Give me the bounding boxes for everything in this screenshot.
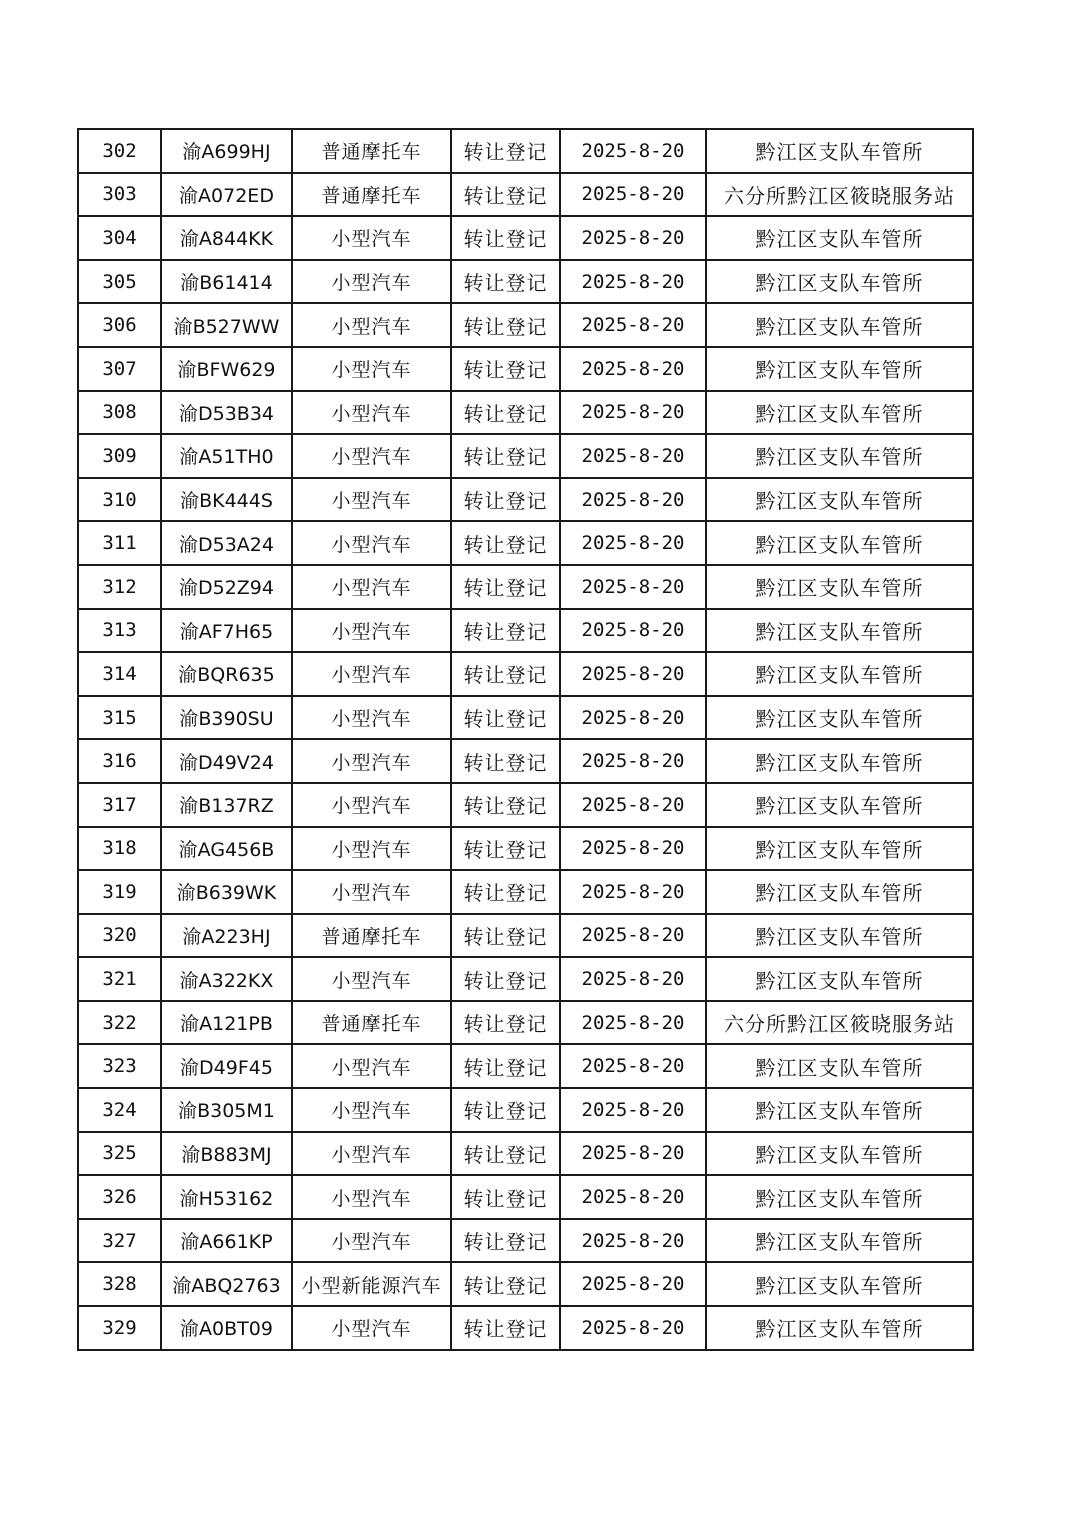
table-row xyxy=(78,478,973,522)
table-row xyxy=(78,391,973,435)
vehicle-type-cell: 小型汽车 xyxy=(292,434,451,478)
transaction-date-cell: 2025-8-20 xyxy=(560,609,706,653)
business-type-cell: 转让登记 xyxy=(451,1262,560,1306)
row-number-cell: 315 xyxy=(78,696,161,740)
table-row xyxy=(78,609,973,653)
plate-number-cell: 渝D49V24 xyxy=(161,739,292,783)
plate-number-cell: 渝A699HJ xyxy=(161,129,292,173)
transaction-date-cell: 2025-8-20 xyxy=(560,1088,706,1132)
transaction-date-cell: 2025-8-20 xyxy=(560,870,706,914)
transaction-date-cell: 2025-8-20 xyxy=(560,1175,706,1219)
vehicle-type-cell: 普通摩托车 xyxy=(292,914,451,958)
transaction-date-cell: 2025-8-20 xyxy=(560,521,706,565)
vehicle-type-cell: 小型汽车 xyxy=(292,609,451,653)
plate-number-cell: 渝D49F45 xyxy=(161,1044,292,1088)
business-type-cell: 转让登记 xyxy=(451,652,560,696)
plate-number-cell: 渝B61414 xyxy=(161,260,292,304)
table-row xyxy=(78,1001,973,1045)
office-name-cell: 六分所黔江区筱晓服务站 xyxy=(706,173,973,217)
vehicle-type-cell: 小型汽车 xyxy=(292,565,451,609)
plate-number-cell: 渝BK444S xyxy=(161,478,292,522)
business-type-cell: 转让登记 xyxy=(451,957,560,1001)
business-type-cell: 转让登记 xyxy=(451,1306,560,1350)
transaction-date-cell: 2025-8-20 xyxy=(560,914,706,958)
office-name-cell: 黔江区支队车管所 xyxy=(706,1132,973,1176)
plate-number-cell: 渝B527WW xyxy=(161,303,292,347)
vehicle-type-cell: 小型新能源汽车 xyxy=(292,1262,451,1306)
office-name-cell: 黔江区支队车管所 xyxy=(706,1044,973,1088)
plate-number-cell: 渝AF7H65 xyxy=(161,609,292,653)
table-row xyxy=(78,1044,973,1088)
transaction-date-cell: 2025-8-20 xyxy=(560,565,706,609)
vehicle-type-cell: 小型汽车 xyxy=(292,1044,451,1088)
transaction-date-cell: 2025-8-20 xyxy=(560,1132,706,1176)
plate-number-cell: 渝BFW629 xyxy=(161,347,292,391)
table-row xyxy=(78,739,973,783)
business-type-cell: 转让登记 xyxy=(451,391,560,435)
row-number-cell: 326 xyxy=(78,1175,161,1219)
office-name-cell: 黔江区支队车管所 xyxy=(706,391,973,435)
transaction-date-cell: 2025-8-20 xyxy=(560,1001,706,1045)
transaction-date-cell: 2025-8-20 xyxy=(560,1219,706,1263)
row-number-cell: 318 xyxy=(78,827,161,871)
business-type-cell: 转让登记 xyxy=(451,521,560,565)
office-name-cell: 黔江区支队车管所 xyxy=(706,957,973,1001)
table-row xyxy=(78,303,973,347)
office-name-cell: 黔江区支队车管所 xyxy=(706,303,973,347)
row-number-cell: 309 xyxy=(78,434,161,478)
office-name-cell: 黔江区支队车管所 xyxy=(706,609,973,653)
row-number-cell: 324 xyxy=(78,1088,161,1132)
plate-number-cell: 渝D53B34 xyxy=(161,391,292,435)
table-row xyxy=(78,521,973,565)
vehicle-type-cell: 小型汽车 xyxy=(292,391,451,435)
vehicle-type-cell: 小型汽车 xyxy=(292,1219,451,1263)
business-type-cell: 转让登记 xyxy=(451,173,560,217)
office-name-cell: 黔江区支队车管所 xyxy=(706,260,973,304)
vehicle-type-cell: 小型汽车 xyxy=(292,1306,451,1350)
table-row xyxy=(78,783,973,827)
vehicle-type-cell: 小型汽车 xyxy=(292,739,451,783)
office-name-cell: 黔江区支队车管所 xyxy=(706,347,973,391)
vehicle-type-cell: 小型汽车 xyxy=(292,260,451,304)
row-number-cell: 308 xyxy=(78,391,161,435)
office-name-cell: 黔江区支队车管所 xyxy=(706,1175,973,1219)
transaction-date-cell: 2025-8-20 xyxy=(560,434,706,478)
plate-number-cell: 渝B390SU xyxy=(161,696,292,740)
vehicle-type-cell: 小型汽车 xyxy=(292,478,451,522)
plate-number-cell: 渝B305M1 xyxy=(161,1088,292,1132)
table-body xyxy=(78,129,973,1350)
row-number-cell: 321 xyxy=(78,957,161,1001)
plate-number-cell: 渝H53162 xyxy=(161,1175,292,1219)
plate-number-cell: 渝A121PB xyxy=(161,1001,292,1045)
plate-number-cell: 渝B883MJ xyxy=(161,1132,292,1176)
office-name-cell: 黔江区支队车管所 xyxy=(706,914,973,958)
row-number-cell: 314 xyxy=(78,652,161,696)
transaction-date-cell: 2025-8-20 xyxy=(560,478,706,522)
row-number-cell: 304 xyxy=(78,216,161,260)
business-type-cell: 转让登记 xyxy=(451,609,560,653)
transaction-date-cell: 2025-8-20 xyxy=(560,173,706,217)
row-number-cell: 327 xyxy=(78,1219,161,1263)
table-row xyxy=(78,1219,973,1263)
vehicle-type-cell: 小型汽车 xyxy=(292,827,451,871)
business-type-cell: 转让登记 xyxy=(451,783,560,827)
business-type-cell: 转让登记 xyxy=(451,216,560,260)
transaction-date-cell: 2025-8-20 xyxy=(560,1306,706,1350)
business-type-cell: 转让登记 xyxy=(451,303,560,347)
transaction-date-cell: 2025-8-20 xyxy=(560,391,706,435)
row-number-cell: 317 xyxy=(78,783,161,827)
plate-number-cell: 渝A072ED xyxy=(161,173,292,217)
vehicle-type-cell: 小型汽车 xyxy=(292,652,451,696)
business-type-cell: 转让登记 xyxy=(451,478,560,522)
vehicle-type-cell: 小型汽车 xyxy=(292,1175,451,1219)
plate-number-cell: 渝A322KX xyxy=(161,957,292,1001)
vehicle-type-cell: 小型汽车 xyxy=(292,696,451,740)
plate-number-cell: 渝AG456B xyxy=(161,827,292,871)
table-row xyxy=(78,347,973,391)
office-name-cell: 黔江区支队车管所 xyxy=(706,1088,973,1132)
office-name-cell: 黔江区支队车管所 xyxy=(706,565,973,609)
office-name-cell: 黔江区支队车管所 xyxy=(706,1306,973,1350)
transaction-date-cell: 2025-8-20 xyxy=(560,1262,706,1306)
transaction-date-cell: 2025-8-20 xyxy=(560,216,706,260)
transaction-date-cell: 2025-8-20 xyxy=(560,1044,706,1088)
transaction-date-cell: 2025-8-20 xyxy=(560,129,706,173)
row-number-cell: 310 xyxy=(78,478,161,522)
plate-number-cell: 渝B137RZ xyxy=(161,783,292,827)
table-row xyxy=(78,173,973,217)
vehicle-type-cell: 小型汽车 xyxy=(292,303,451,347)
office-name-cell: 黔江区支队车管所 xyxy=(706,783,973,827)
office-name-cell: 黔江区支队车管所 xyxy=(706,870,973,914)
office-name-cell: 黔江区支队车管所 xyxy=(706,1219,973,1263)
transaction-date-cell: 2025-8-20 xyxy=(560,303,706,347)
row-number-cell: 325 xyxy=(78,1132,161,1176)
vehicle-type-cell: 小型汽车 xyxy=(292,1088,451,1132)
business-type-cell: 转让登记 xyxy=(451,1044,560,1088)
business-type-cell: 转让登记 xyxy=(451,129,560,173)
vehicle-type-cell: 普通摩托车 xyxy=(292,1001,451,1045)
business-type-cell: 转让登记 xyxy=(451,1219,560,1263)
plate-number-cell: 渝D53A24 xyxy=(161,521,292,565)
row-number-cell: 305 xyxy=(78,260,161,304)
row-number-cell: 323 xyxy=(78,1044,161,1088)
transaction-date-cell: 2025-8-20 xyxy=(560,652,706,696)
business-type-cell: 转让登记 xyxy=(451,1175,560,1219)
row-number-cell: 313 xyxy=(78,609,161,653)
plate-number-cell: 渝B639WK xyxy=(161,870,292,914)
plate-number-cell: 渝BQR635 xyxy=(161,652,292,696)
table-row xyxy=(78,827,973,871)
transaction-date-cell: 2025-8-20 xyxy=(560,739,706,783)
office-name-cell: 黔江区支队车管所 xyxy=(706,652,973,696)
office-name-cell: 黔江区支队车管所 xyxy=(706,1262,973,1306)
row-number-cell: 312 xyxy=(78,565,161,609)
transaction-date-cell: 2025-8-20 xyxy=(560,696,706,740)
vehicle-transfer-table xyxy=(77,128,974,1351)
table-row xyxy=(78,870,973,914)
office-name-cell: 黔江区支队车管所 xyxy=(706,478,973,522)
business-type-cell: 转让登记 xyxy=(451,434,560,478)
business-type-cell: 转让登记 xyxy=(451,914,560,958)
plate-number-cell: 渝ABQ2763 xyxy=(161,1262,292,1306)
plate-number-cell: 渝A223HJ xyxy=(161,914,292,958)
business-type-cell: 转让登记 xyxy=(451,1088,560,1132)
table-row xyxy=(78,129,973,173)
vehicle-type-cell: 小型汽车 xyxy=(292,1132,451,1176)
row-number-cell: 303 xyxy=(78,173,161,217)
vehicle-type-cell: 小型汽车 xyxy=(292,870,451,914)
vehicle-type-cell: 小型汽车 xyxy=(292,957,451,1001)
office-name-cell: 六分所黔江区筱晓服务站 xyxy=(706,1001,973,1045)
table-row xyxy=(78,1175,973,1219)
business-type-cell: 转让登记 xyxy=(451,739,560,783)
business-type-cell: 转让登记 xyxy=(451,696,560,740)
transaction-date-cell: 2025-8-20 xyxy=(560,957,706,1001)
table-row xyxy=(78,434,973,478)
vehicle-type-cell: 普通摩托车 xyxy=(292,173,451,217)
plate-number-cell: 渝A661KP xyxy=(161,1219,292,1263)
row-number-cell: 322 xyxy=(78,1001,161,1045)
office-name-cell: 黔江区支队车管所 xyxy=(706,696,973,740)
table-row xyxy=(78,696,973,740)
table-row xyxy=(78,216,973,260)
row-number-cell: 306 xyxy=(78,303,161,347)
office-name-cell: 黔江区支队车管所 xyxy=(706,739,973,783)
vehicle-type-cell: 小型汽车 xyxy=(292,783,451,827)
table-row xyxy=(78,565,973,609)
transaction-date-cell: 2025-8-20 xyxy=(560,783,706,827)
table-row xyxy=(78,914,973,958)
table-row xyxy=(78,957,973,1001)
transaction-date-cell: 2025-8-20 xyxy=(560,347,706,391)
table-row xyxy=(78,1132,973,1176)
business-type-cell: 转让登记 xyxy=(451,347,560,391)
business-type-cell: 转让登记 xyxy=(451,827,560,871)
office-name-cell: 黔江区支队车管所 xyxy=(706,129,973,173)
plate-number-cell: 渝D52Z94 xyxy=(161,565,292,609)
vehicle-type-cell: 小型汽车 xyxy=(292,216,451,260)
row-number-cell: 328 xyxy=(78,1262,161,1306)
office-name-cell: 黔江区支队车管所 xyxy=(706,827,973,871)
business-type-cell: 转让登记 xyxy=(451,260,560,304)
plate-number-cell: 渝A844KK xyxy=(161,216,292,260)
row-number-cell: 302 xyxy=(78,129,161,173)
table-row xyxy=(78,260,973,304)
row-number-cell: 311 xyxy=(78,521,161,565)
office-name-cell: 黔江区支队车管所 xyxy=(706,216,973,260)
row-number-cell: 319 xyxy=(78,870,161,914)
table-row xyxy=(78,1262,973,1306)
plate-number-cell: 渝A0BT09 xyxy=(161,1306,292,1350)
table-row xyxy=(78,1306,973,1350)
business-type-cell: 转让登记 xyxy=(451,1132,560,1176)
vehicle-type-cell: 小型汽车 xyxy=(292,521,451,565)
row-number-cell: 329 xyxy=(78,1306,161,1350)
office-name-cell: 黔江区支队车管所 xyxy=(706,521,973,565)
business-type-cell: 转让登记 xyxy=(451,1001,560,1045)
vehicle-type-cell: 小型汽车 xyxy=(292,347,451,391)
row-number-cell: 316 xyxy=(78,739,161,783)
transaction-date-cell: 2025-8-20 xyxy=(560,827,706,871)
table-row xyxy=(78,1088,973,1132)
office-name-cell: 黔江区支队车管所 xyxy=(706,434,973,478)
plate-number-cell: 渝A51TH0 xyxy=(161,434,292,478)
transaction-date-cell: 2025-8-20 xyxy=(560,260,706,304)
row-number-cell: 307 xyxy=(78,347,161,391)
table-row xyxy=(78,652,973,696)
row-number-cell: 320 xyxy=(78,914,161,958)
vehicle-type-cell: 普通摩托车 xyxy=(292,129,451,173)
business-type-cell: 转让登记 xyxy=(451,870,560,914)
business-type-cell: 转让登记 xyxy=(451,565,560,609)
